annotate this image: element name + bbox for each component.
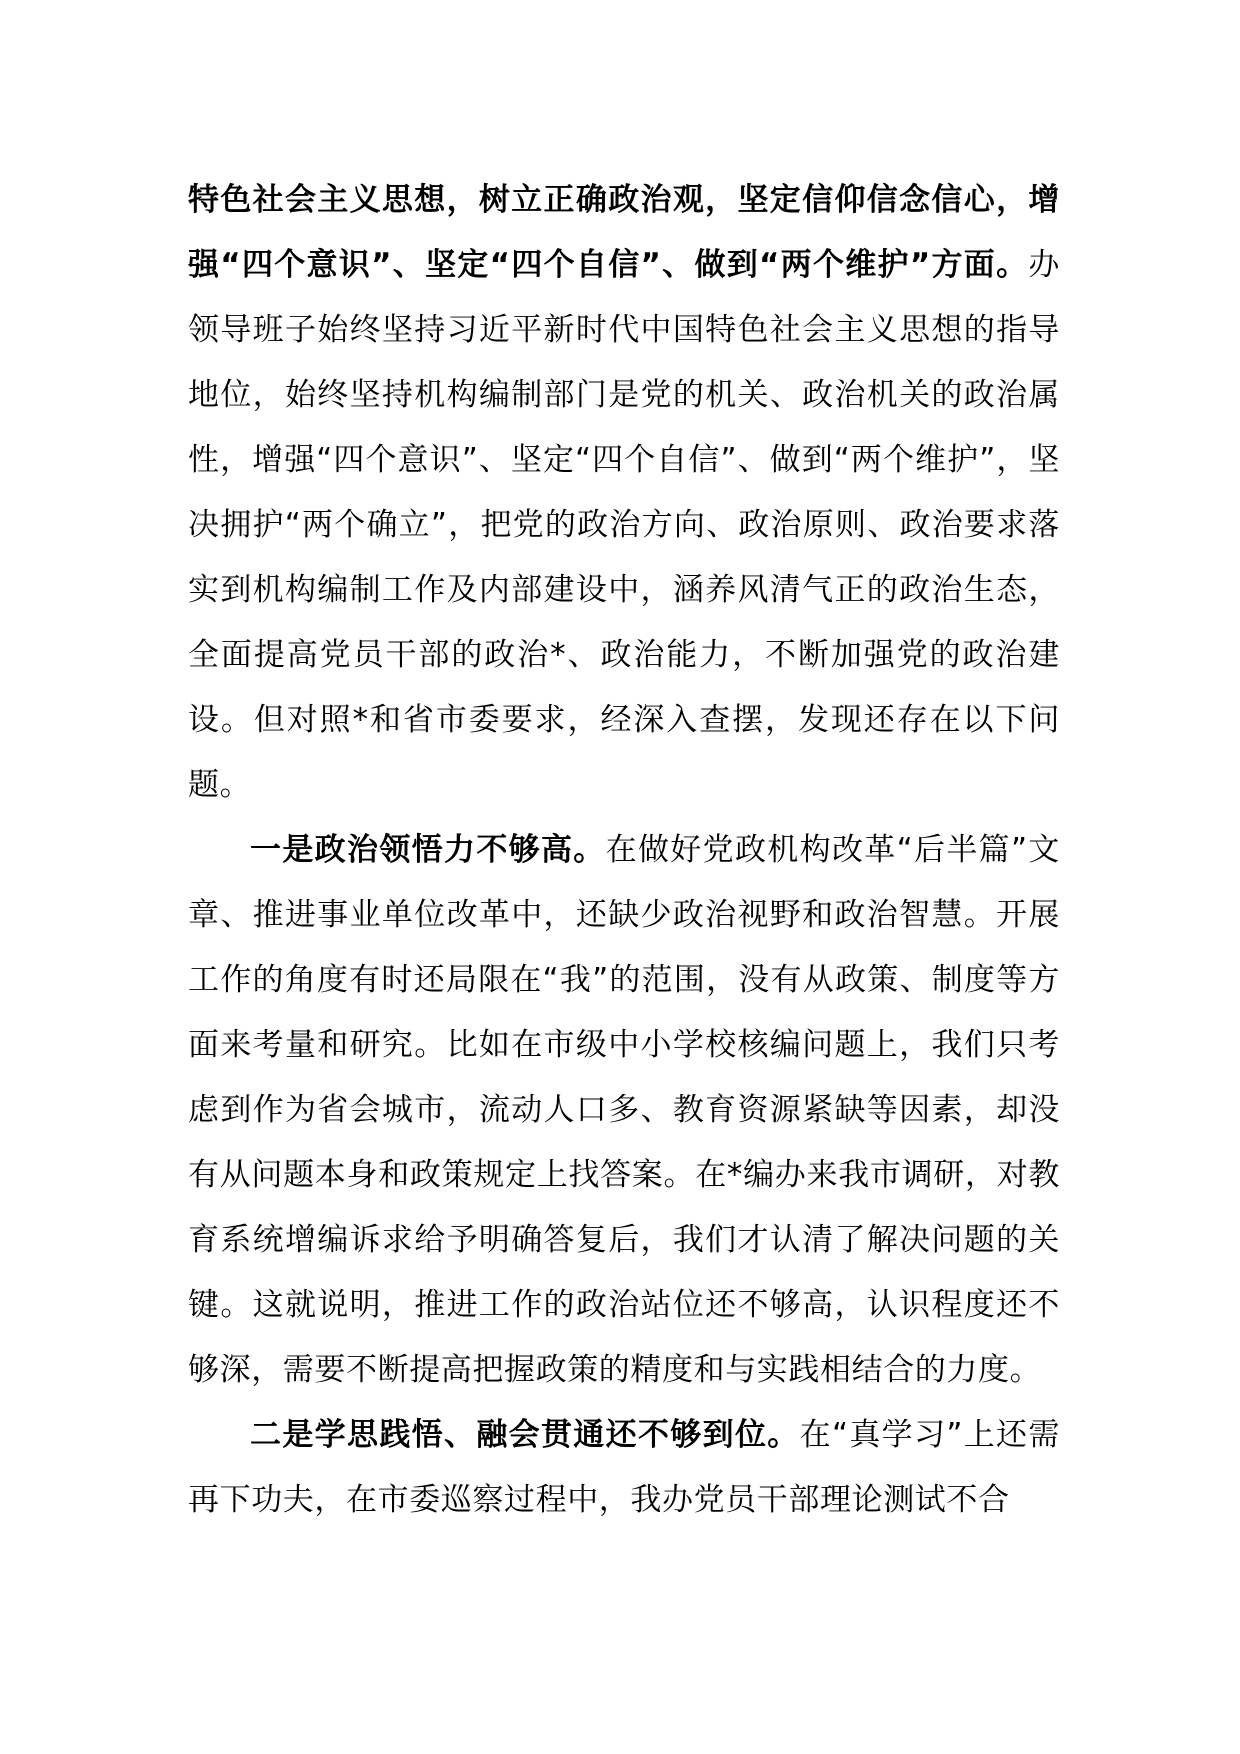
paragraph-heading: 一是政治领悟力不够高。 [250, 832, 606, 868]
paragraph-heading: 二是学思践悟、融会贯通还不够到位。 [250, 1417, 800, 1453]
paragraph-body: 在做好党政机构改革“后半篇”文章、推进事业单位改革中，还缺少政治视野和政治智慧。开展工作的角度有时还局限在“我”的范围，没有从政策、制度等方面来考量和研究。比如在市级中小学校核编问题上，我们只考虑到作为省会城市，流动人口多、教育资源紧缺等因素，却没有从问题本身和政策规定上找答案。在*编办来我市调研，对教育系统增编诉求给予明确答复后，我们才认清了解决问题的关键。这就说明，推进工作的政治站位还不够高，认识程度还不够深，需要不断提高把握政策的精度和与实践相结合的力度。 [188, 832, 1060, 1388]
paragraph-body: 办领导班子始终坚持习近平新时代中国特色社会主义思想的指导地位，始终坚持机构编制部门是党的机关、政治机关的政治属性，增强“四个意识”、坚定“四个自信”、做到“两个维护”，坚决拥护“两个确立”，把党的政治方向、政治原则、政治要求落实到机构编制工作及内部建设中，涵养风清气正的政治生态，全面提高党员干部的政治*、政治能力，不断加强党的政治建设。但对照*和省市委要求，经深入查摆，发现还存在以下问题。 [188, 247, 1060, 803]
paragraph-issue-two [188, 1403, 1060, 1533]
paragraph-political-stance [188, 168, 1060, 818]
document-page [188, 168, 1060, 1533]
paragraph-body: 在“真学习”上还需再下功夫，在市委巡察过程中，我办党员干部理论测试不合 [188, 1417, 1060, 1518]
paragraph-issue-one [188, 818, 1060, 1403]
paragraph-heading: 特色社会主义思想，树立正确政治观，坚定信仰信念信心，增强“四个意识”、坚定“四个自信”、做到“两个维护”方面。 [188, 182, 1060, 283]
